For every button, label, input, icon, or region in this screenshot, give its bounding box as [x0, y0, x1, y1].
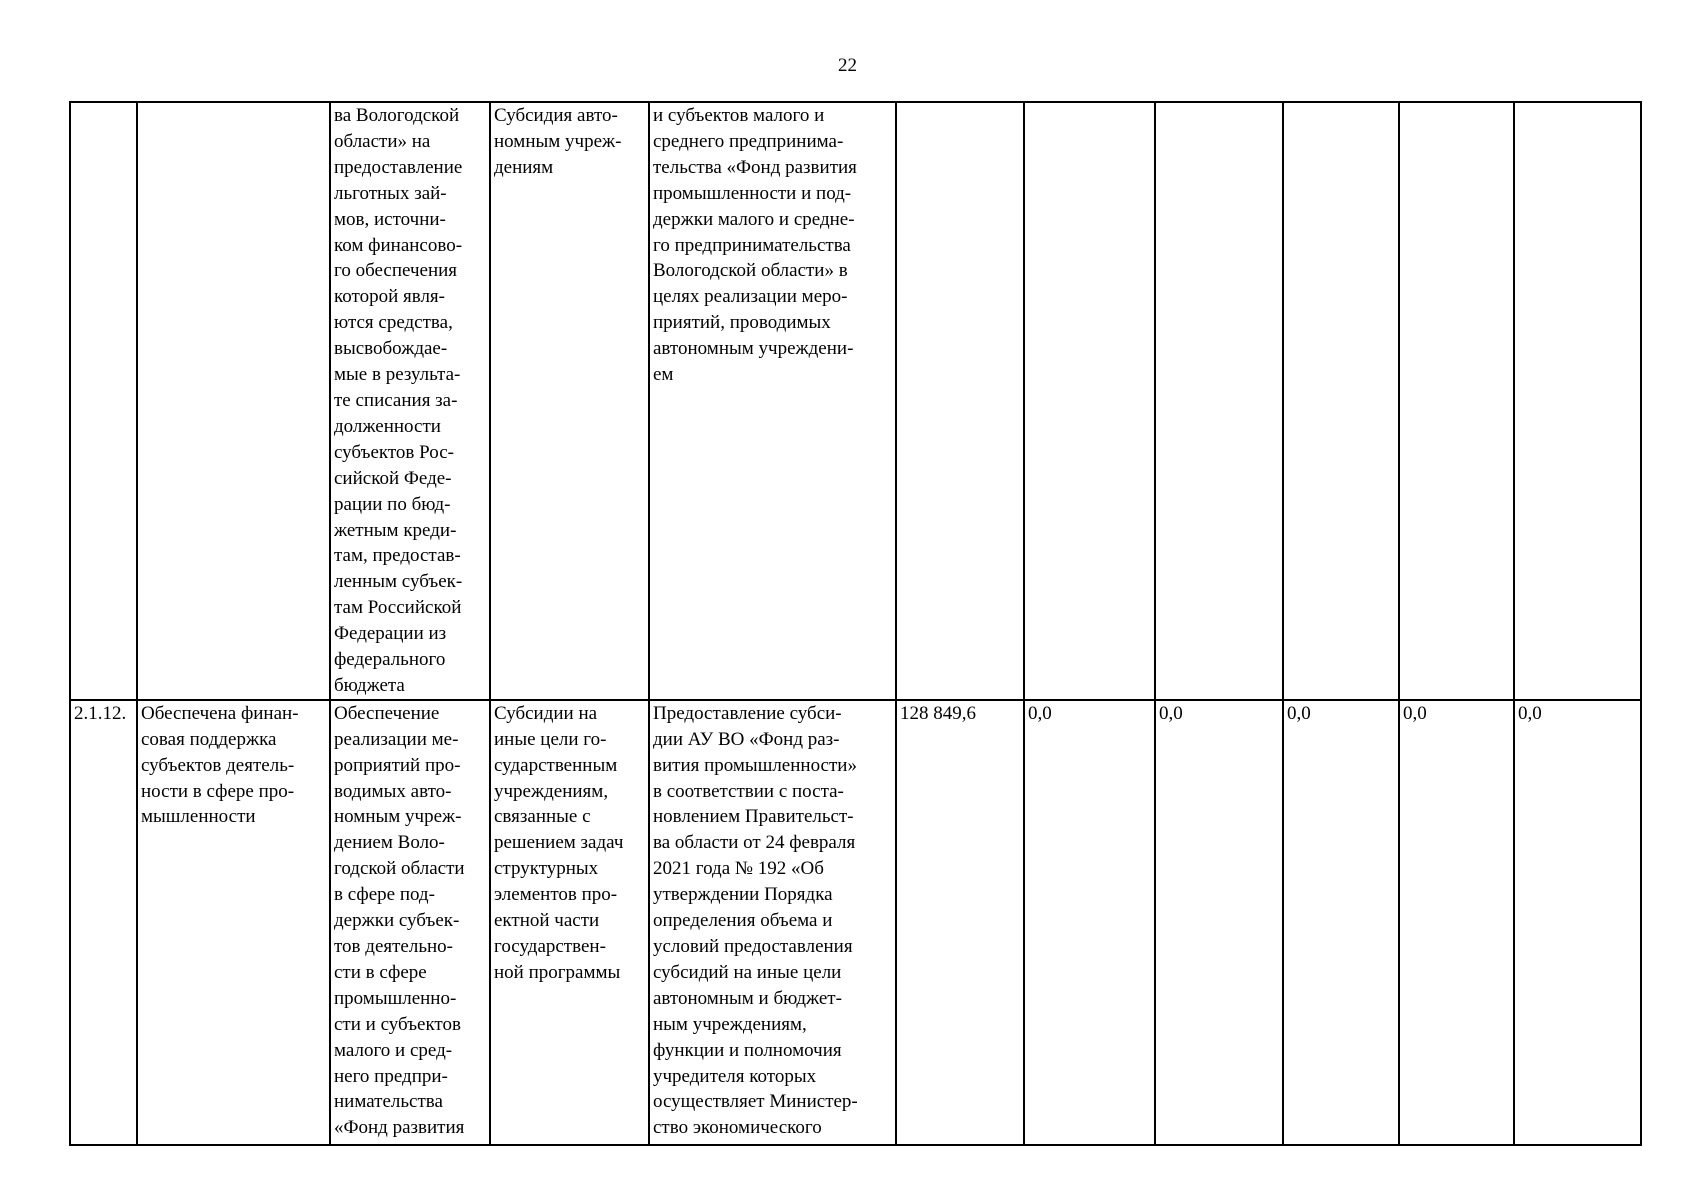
cell-value [1514, 102, 1641, 700]
cell-measure: ва Вологодской области» на предоставление льготных зай- мов, источни- ком финансово- го обеспечения которой явля- ются средства, высвобождае- мые в результа- те списания за- долженности субъектов Рос- сийской Феде- рации по бюд- жетным креди- там, предостав- ленным субъек- там Российской Федерации из федерального бюджета [330, 102, 490, 700]
cell-value [1283, 102, 1399, 700]
cell-number [70, 102, 137, 700]
cell-type: Субсидии на иные цели го- сударственным учреждениям, связанные с решением задач структурных элементов про- ектной части государствен- ной программы [490, 700, 649, 1145]
cell-number: 2.1.12. [70, 700, 137, 1145]
table-row [70, 102, 1641, 700]
cell-result [137, 102, 330, 700]
cell-value [1399, 102, 1514, 700]
cell-value [1155, 102, 1283, 700]
cell-value: 0,0 [1514, 700, 1641, 1145]
cell-type: Субсидия авто- номным учреж- дениям [490, 102, 649, 700]
program-table [69, 101, 1642, 1146]
table-row [70, 700, 1641, 1145]
cell-value: 128 849,6 [896, 700, 1024, 1145]
cell-value [896, 102, 1024, 700]
cell-measure: Обеспечение реализации ме- роприятий про- водимых авто- номным учреж- дением Воло- годской области в сфере под- держки субъек- тов деятельно- сти в сфере промышленно- сти и субъектов малого и сред- него предпри- нимательства «Фонд развития [330, 700, 490, 1145]
cell-value: 0,0 [1283, 700, 1399, 1145]
cell-value [1024, 102, 1155, 700]
cell-description: Предоставление субси- дии АУ ВО «Фонд раз- вития промышленности» в соответствии с поста- новлением Правительст- ва области от 24 февраля 2021 года № 192 «Об утверждении Порядка определения объема и условий предоставления субсидий на иные цели автономным и бюджет- ным учреждениям, функции и полномочия учредителя которых осуществляет Министер- ство экономического [649, 700, 896, 1145]
cell-value: 0,0 [1155, 700, 1283, 1145]
cell-result: Обеспечена финан- совая поддержка субъектов деятель- ности в сфере про- мышленности [137, 700, 330, 1145]
page-number: 22 [838, 55, 857, 76]
cell-value: 0,0 [1399, 700, 1514, 1145]
cell-description: и субъектов малого и среднего предпринима- тельства «Фонд развития промышленности и под- держки малого и средне- го предпринимательства Вологодской области» в целях реализации меро- приятий, проводимых автономным учреждени- ем [649, 102, 896, 700]
cell-value: 0,0 [1024, 700, 1155, 1145]
